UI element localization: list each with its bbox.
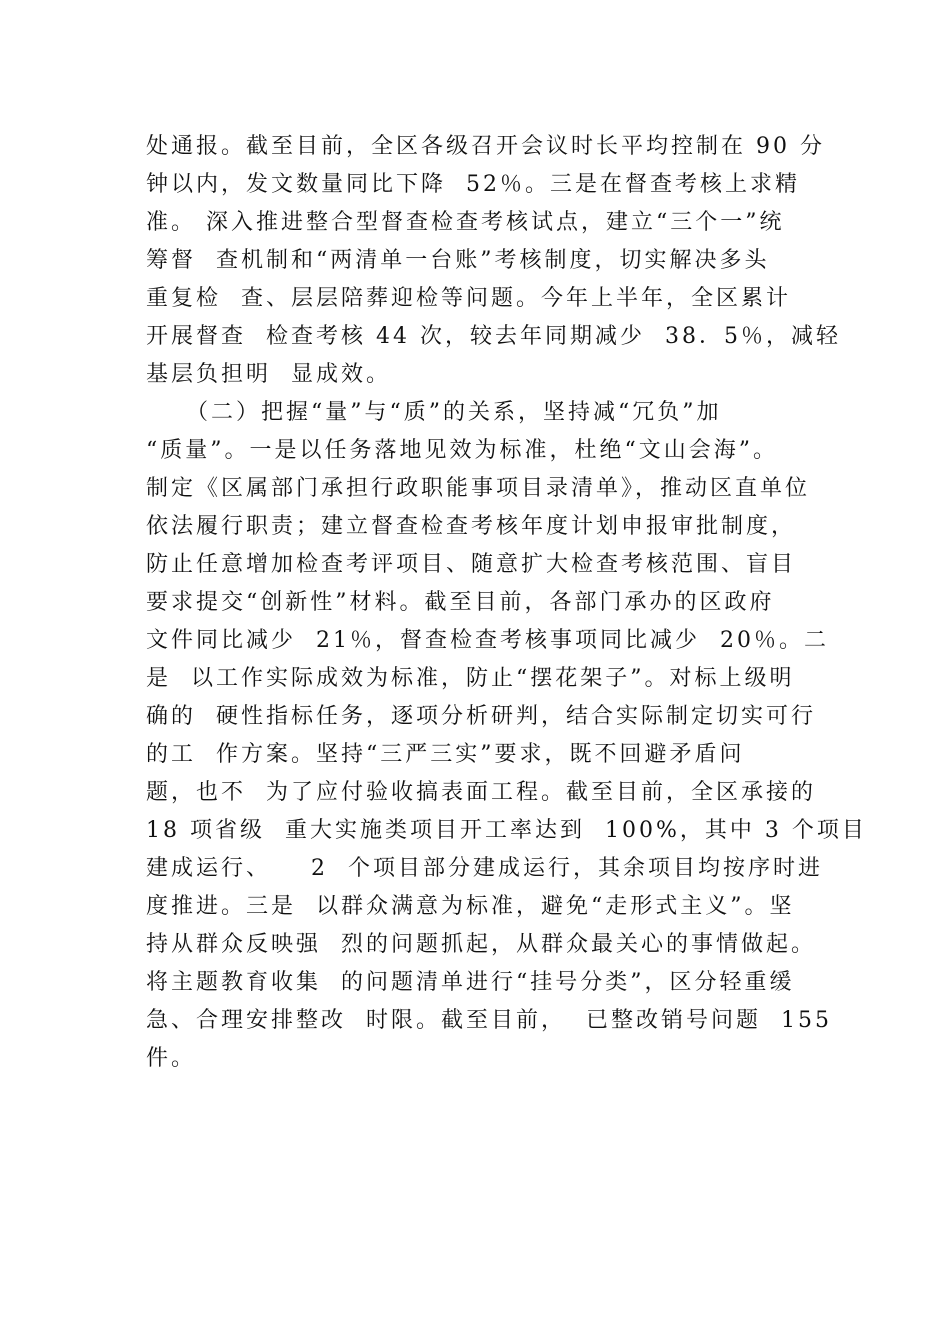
text-line: 依法履行职责；建立督查检查考核年度计划申报审批制度，	[146, 514, 797, 539]
body-text	[146, 128, 867, 1078]
text-line: 将主题教育收集 的问题清单进行“挂号分类”，区分轻重缓	[146, 970, 795, 995]
text-line: 是 以工作实际成效为标准，防止“摆花架子”。对标上级明	[146, 666, 795, 691]
text-line: 急、合理安排整改 时限。截至目前， 已整改销号问题 155	[146, 1008, 832, 1033]
text-line: 的工 作方案。坚持“三严三实”要求，既不回避矛盾问	[146, 742, 745, 767]
text-line: 处通报。截至目前，全区各级召开会议时长平均控制在 90 分	[146, 134, 825, 159]
text-line: 筹督 查机制和“两清单一台账”考核制度，切实解决多头	[146, 248, 770, 273]
text-line: 重复检 查、层层陪葬迎检等问题。今年上半年，全区累计	[146, 286, 791, 311]
text-line: 18 项省级 重大实施类项目开工率达到 100%，其中 3 个项目	[146, 818, 867, 843]
text-line: 文件同比减少 21％，督查检查考核事项同比减少 20％。二	[146, 628, 829, 653]
text-line: 件。	[146, 1046, 197, 1071]
text-line: 确的 硬性指标任务，逐项分析研判，结合实际制定切实可行	[146, 704, 816, 729]
text-line: （二）把握“量”与“质”的关系，坚持减“冗负”加	[146, 400, 722, 425]
text-line: 钟以内，发文数量同比下降 52％。三是在督查考核上求精	[146, 172, 800, 197]
text-line: 准。 深入推进整合型督查检查考核试点，建立“三个一”统	[146, 210, 785, 235]
text-line: 制定《区属部门承担行政职能事项目录清单》，推动区直单位	[146, 476, 811, 501]
text-line: 开展督查 检查考核 44 次，较去年同期减少 38．5％，减轻	[146, 324, 841, 349]
text-line: 要求提交“创新性”材料。截至目前，各部门承办的区政府	[146, 590, 775, 615]
text-line: 防止任意增加检查考评项目、随意扩大检查考核范围、盲目	[146, 552, 797, 577]
text-line: 题，也不 为了应付验收搞表面工程。截至目前，全区承接的	[146, 780, 816, 805]
text-line: 持从群众反映强 烈的问题抓起，从群众最关心的事情做起。	[146, 932, 816, 957]
text-line: 度推进。三是 以群众满意为标准，避免“走形式主义”。坚	[146, 894, 795, 919]
text-line: 基层负担明 显成效。	[146, 362, 391, 387]
text-line: 建成运行、 2 个项目部分建成运行，其余项目均按序时进	[146, 856, 823, 881]
text-line: “质量”。一是以任务落地见效为标准，杜绝“文山会海”。	[146, 438, 778, 463]
